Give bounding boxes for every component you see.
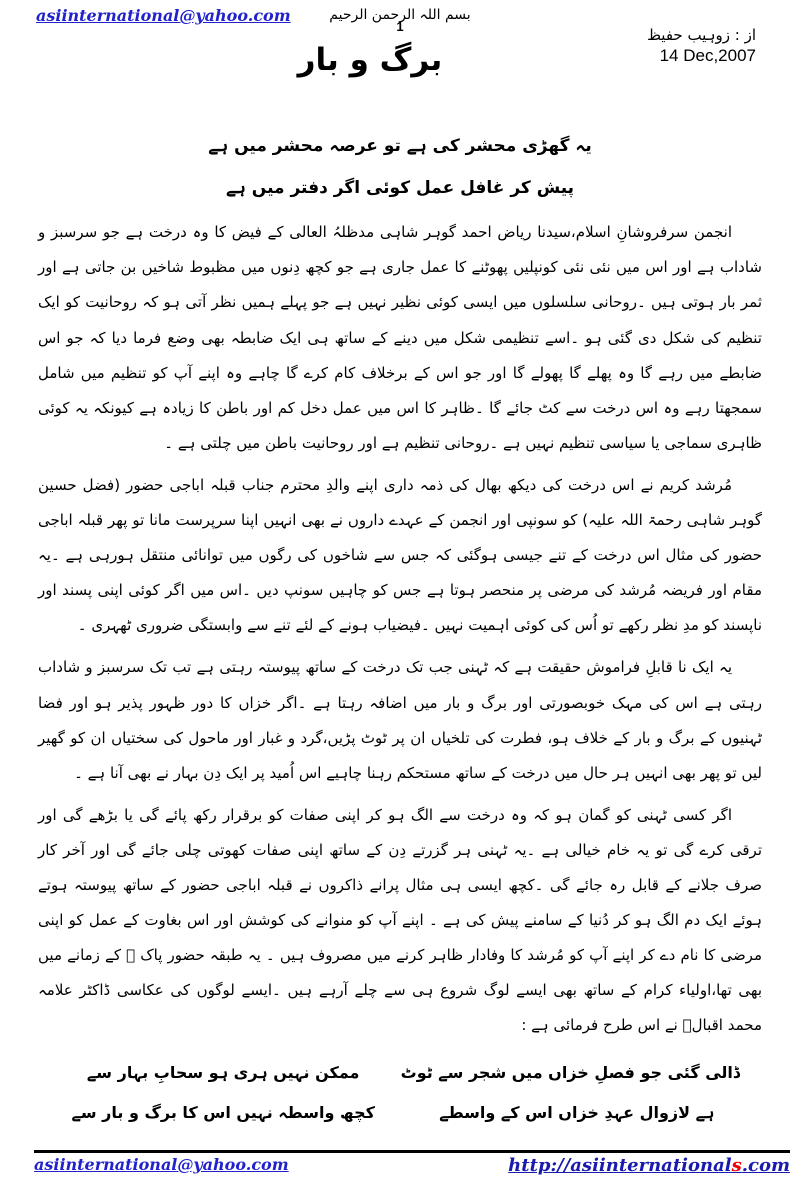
header-email-link[interactable]: asiinternational@yahoo.com xyxy=(36,6,291,25)
page-footer xyxy=(34,1150,790,1176)
bismillah-text: بسم اللہ الرحمن الرحیم xyxy=(329,7,471,23)
couplet-row-1 xyxy=(60,1053,740,1093)
couplet-1-second-hemistich: ممکن نہیں ہری ہو سحابِ بہار سے xyxy=(86,1063,360,1083)
document-body xyxy=(0,209,800,1043)
footer-email-link[interactable]: asiinternational@yahoo.com xyxy=(34,1155,289,1174)
paragraph-1: انجمن سرفروشانِ اسلام،سیدنا ریاض احمد گوہر شاہی مدظلہُ العالی کے فیض کا وہ درخت ہے جو سرسبز و شاداب ہے اور اس میں نئی نئی کونپلیں پھوٹنے کا عمل جاری ہے جو کچھ دِنوں میں مظبوط شاخیں بن جاتی ہے اور ثمر بار ہوتی ہیں ۔روحانی سلسلوں میں ایسی کوئی نظیر نہیں ہے جو پہلے ہمیں نظر آتی ہو کہ روحانیت کو ایک تنظیم کی شکل دی گئی ہو ۔اسے تنظیمی شکل میں دینے کے ساتھ ہی ایک ضابطہ بھی وضع فرما دیا کہ جو اس ضابطے میں رہے گا وہ پھلے گا پھولے گا اور جو اس کے برخلاف کام کرے گا چاہے وہ اپنے آپ کو تنظیم میں شامل سمجھتا رہے وہ اس درخت سے کٹ جائے گا ۔ظاہر کا اس میں عمل دخل کم اور باطن کا زیادہ ہے کیونکہ یہ کوئی ظاہری سماجی یا سیاسی تنظیم نہیں ہے ۔روحانی تنظیم ہے اور روحانیت باطن میں چلتی ہے ۔ xyxy=(38,223,762,452)
couplet-row-2 xyxy=(60,1093,740,1133)
document-date: 14 Dec,2007 xyxy=(659,46,756,65)
document-title: برگ و بار xyxy=(297,42,443,78)
page-header xyxy=(0,0,800,112)
closing-verse xyxy=(0,1053,800,1133)
author-byline: از : زوہیب حفیظ xyxy=(647,26,756,44)
opening-verse-line-1: یہ گھڑی محشر کی ہے تو عرصہ محشر میں ہے xyxy=(208,136,592,156)
couplet-2-second-hemistich: کچھ واسطہ نہیں اس کا برگ و بار سے xyxy=(71,1103,375,1123)
opening-verse xyxy=(0,126,800,209)
paragraph-2: مُرشد کریم نے اس درخت کی دیکھ بھال کی ذمہ داری اپنے والدِ محترم جناب قبلہ اباجی حضور (فضل حسین گوہر شاہی رحمۃ اللہ علیہ) کو سونپی اور انجمن کے عہدے داروں نے بھی انہیں اپنا سرپرست مانا تو پھر قبلہ اباجی حضور کی مثال اس درخت کے تنے جیسی ہوگئی کہ جس سے شاخوں کی رگوں میں توانائی منتقل ہورہی ہے ۔یہ مقام اور فریضہ مُرشد کی مرضی پر منحصر ہوتا ہے جس کو چاہیں سونپ دیں ۔اس میں اگر کوئی اپنی پسند اور ناپسند کو مدِ نظر رکھے تو اُس کی کوئی اہمیت نہیں ۔فیضیاب ہونے کے لئے تنے سے وابستگی ضروری ٹھہری ۔ xyxy=(38,475,762,635)
opening-verse-line-2: پیش کر غافل عمل کوئی اگر دفتر میں ہے xyxy=(225,177,575,198)
website-url-suffix: .com xyxy=(741,1155,790,1176)
website-url-red-letter: s xyxy=(731,1155,742,1176)
footer-website-link[interactable] xyxy=(508,1155,790,1176)
page-number: 1 xyxy=(396,19,404,34)
couplet-1-first-hemistich: ڈالی گئی جو فصلِ خزاں میں شجر سے ٹوٹ xyxy=(400,1063,740,1083)
paragraph-4: اگر کسی ٹہنی کو گمان ہو کہ وہ درخت سے الگ ہو کر اپنی صفات کو برقرار رکھ پائے گی یا بڑھے گی اور ترقی کرے گی تو یہ خام خیالی ہے ۔یہ ٹہنی ہر گزرتے دِن کے ساتھ اپنی صفات کھوتی چلی جائے گی اور آخر کار صرف جلانے کے قابل رہ جائے گی ۔کچھ ایسی ہی مثال پرانے ذاکروں نے قبلہ اباجی حضور کے ساتھ پیوستہ ہوتے ہوئے ایک دم الگ ہو کر دُنیا کے سامنے پیش کی ہے ۔ اپنے آپ کو منوانے کی کوشش اور اس بغاوت کے عمل کو اپنی مرضی کا نام دے کر اپنے آپ کو مُرشد کا وفادار ظاہر کرنے میں مصروف ہیں ۔ یہ طبقہ حضور پاک ﷺ کے زمانے میں بھی تھا،اولیاء کرام کے ساتھ بھی ایسے لوگ شروع ہی سے چلے آرہے ہیں ۔ایسے لوگوں کی عکاسی ڈاکٹر علامہ محمد اقبالؒ نے اس طرح فرمائی ہے : xyxy=(38,805,762,1035)
paragraph-3: یہ ایک نا قابلِ فراموش حقیقت ہے کہ ٹہنی جب تک درخت کے ساتھ پیوستہ رہتی ہے تب تک سرسبز و شاداب رہتی ہے اس کی مہک خوبصورتی اور برگ و بار میں اضافہ رہتا ہے ۔اگر خزاں کا دور ظہور پذیر ہو اور فضا ٹہنیوں کے برگ و بار کے خلاف ہو، فطرت کی تلخیاں ان پر ٹوٹ پڑیں،گرد و غبار اور ماحول کی سختیاں ان کو گھیر لیں تو پھر بھی انہیں ہر حال میں درخت کے ساتھ مستحکم رہنا چاہیے اس اُمید پر ایک دِن بہار نے بھی آنا ہے ۔ xyxy=(38,658,762,782)
website-url-prefix: http://asiinternational xyxy=(508,1155,732,1176)
couplet-2-first-hemistich: ہے لازوال عہدِ خزاں اس کے واسطے xyxy=(439,1103,715,1123)
